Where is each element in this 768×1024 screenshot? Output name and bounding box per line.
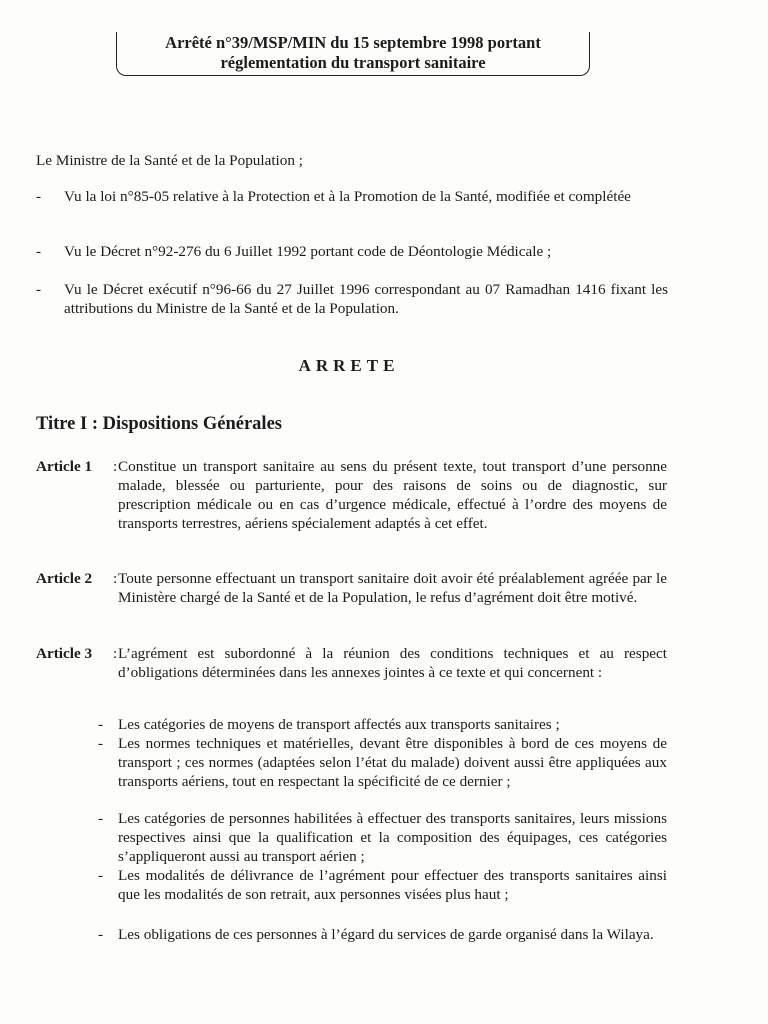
vu-item-decret-executif: Vu le Décret exécutif n°96-66 du 27 Juillet 1996 correspondant au 07 Ramadhan 1416 fixant les attributions du Ministre de la Santé et de la Population. [64,281,668,317]
titre-heading: Titre I : Dispositions Générales [36,414,282,434]
vu-item-decret-deontologie: Vu le Décret n°92-276 du 6 Juillet 1992 portant code de Déontologie Médicale ; [64,243,552,260]
document-title-line-1: Arrêté n°39/MSP/MIN du 15 septembre 1998 portant [165,33,541,52]
list-dash: - [36,188,42,205]
article-3-item: Les normes techniques et matérielles, devant être disponibles à bord de ces moyens de transport ; ces normes (adaptées selon l’état du malade) doivent aussi être appliquées aux transports aériens, tout en respectant la spécificité de ce dernier ; [118,735,667,790]
list-dash: - [98,810,104,827]
article-1-label: Article 1 [36,458,93,475]
article-3-item: Les catégories de moyens de transport affectés aux transports sanitaires ; [118,716,560,733]
article-colon: : [113,645,118,662]
article-2-label: Article 2 [36,570,93,587]
article-2-text: Toute personne effectuant un transport sanitaire doit avoir été préalablement agréée par le Ministère chargé de la Santé et de la Population, le refus d’agrément doit être motivé. [118,570,667,606]
article-3-text: L’agrément est subordonné à la réunion des conditions techniques et au respect d’obligations déterminées dans les annexes jointes à ce texte et qui concernent : [118,645,667,681]
vu-item-loi: Vu la loi n°85-05 relative à la Protection et à la Promotion de la Santé, modifiée et complétée [64,188,631,205]
article-colon: : [113,570,118,587]
list-dash: - [98,926,104,943]
preamble-intro: Le Ministre de la Santé et de la Population ; [36,152,303,169]
list-dash: - [98,716,104,733]
list-dash: - [98,867,104,884]
list-dash: - [98,735,104,752]
article-3-item: Les obligations de ces personnes à l’égard du services de garde organisé dans la Wilaya. [118,926,654,943]
article-3-item: Les catégories de personnes habilitées à effectuer des transports sanitaires, leurs missions respectives ainsi que la qualification et la composition des équipages, ces catégories s’appliqueront aussi au transport aérien ; [118,810,667,865]
document-title-box [116,32,590,76]
list-dash: - [36,243,42,260]
article-3-label: Article 3 [36,645,93,662]
list-dash: - [36,281,42,298]
article-colon: : [113,458,118,475]
document-title-line-2: réglementation du transport sanitaire [220,53,486,72]
article-1-text: Constitue un transport sanitaire au sens du présent texte, tout transport d’une personne malade, blessée ou parturiente, pour des raisons de soins ou de diagnostic, sur prescription médicale ou en cas d’urgence médicale, effectué à l’ordre des moyens de transports terrestres, aériens spécialement adaptés à cet effet. [118,458,667,532]
arrete-heading: ARRETE [298,356,400,375]
article-3-item: Les modalités de délivrance de l’agrément pour effectuer des transports sanitaires ainsi que les modalités de son retrait, aux personnes visées plus haut ; [118,867,667,903]
